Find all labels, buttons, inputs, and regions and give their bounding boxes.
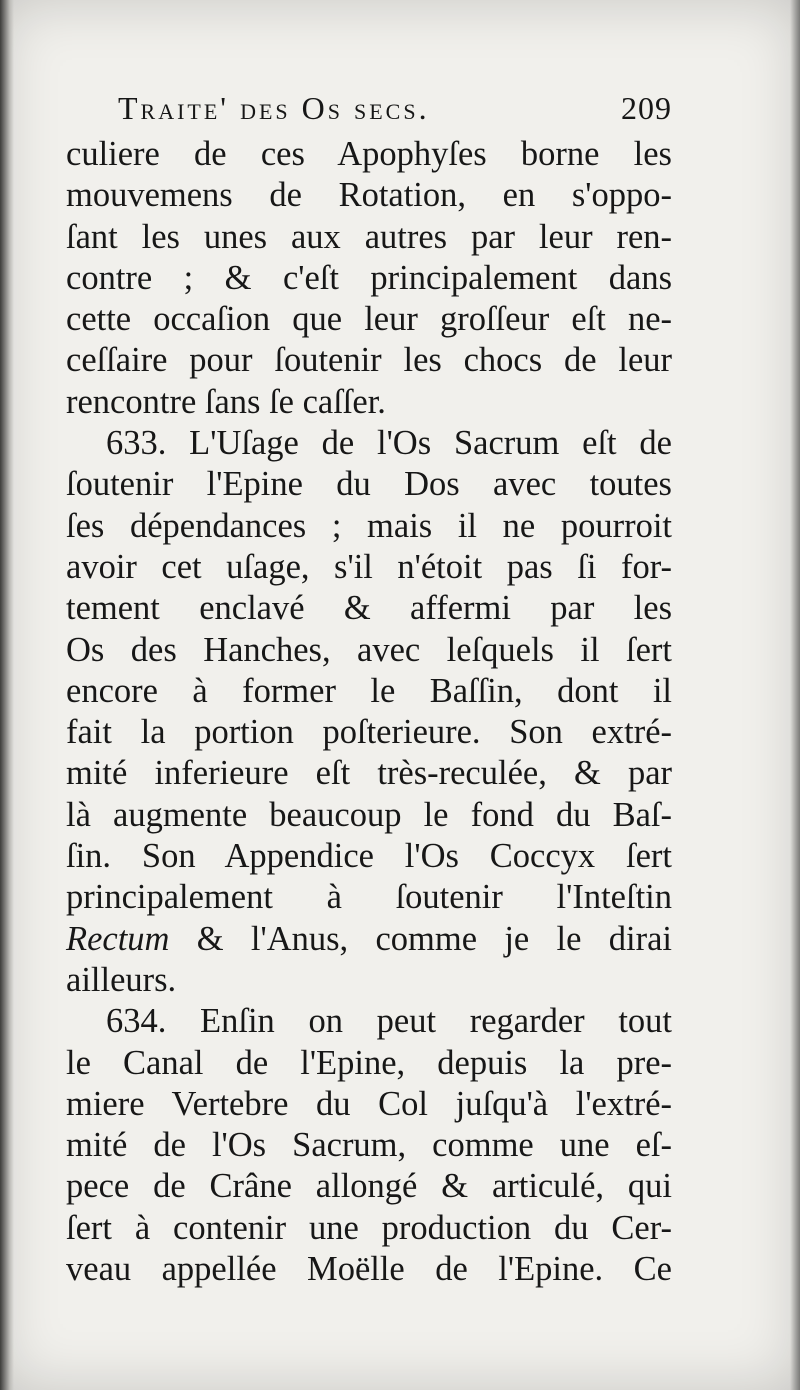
text-line: pece de Crâne allongé & articulé, qui (66, 1167, 672, 1206)
page-left-edge (0, 0, 14, 1390)
text-line: rencontre ſans ſe caſſer. (66, 382, 386, 421)
text-line: miere Vertebre du Col juſqu'à l'extré- (66, 1084, 672, 1123)
text-line: là augmente beaucoup le fond du Baſ- (66, 795, 672, 834)
text-line: ſert à contenir une production du Cer- (66, 1208, 672, 1247)
text-line: avoir cet uſage, s'il n'étoit pas ſi for- (66, 547, 672, 586)
text-line: ſant les unes aux autres par leur ren- (66, 217, 672, 256)
paragraph-633-start: 633. L'Uſage de l'Os Sacrum eſt de (106, 424, 672, 463)
text-line: cette occaſion que leur groſſeur eſt ne- (66, 300, 672, 339)
text-line: fait la portion poſterieure. Son extré- (66, 713, 672, 752)
page-number: 209 (621, 90, 672, 126)
text-line-rectum (66, 919, 672, 960)
text-line: contre ; & c'eſt principalement dans (66, 258, 672, 297)
page-right-edge (790, 0, 800, 1390)
text-line: Os des Hanches, avec leſquels il ſert (66, 630, 672, 669)
page-text-block (66, 82, 672, 1290)
text-line: principalement à ſoutenir l'Inteſtin (66, 878, 672, 917)
text-line-rest: & l'Anus, comme je le dirai (196, 919, 672, 958)
text-line: veau appellée Moëlle de l'Epine. Ce (66, 1250, 672, 1289)
text-line: mité de l'Os Sacrum, comme une eſ- (66, 1126, 672, 1165)
running-title: Traite' des Os secs. (118, 90, 430, 126)
text-line: culiere de ces Apophyſes borne les (66, 135, 672, 173)
text-line: tement enclavé & affermi par les (66, 589, 672, 628)
paragraph-634-start: 634. Enſin on peut regarder tout (106, 1002, 672, 1041)
text-line: ceſſaire pour ſoutenir les chocs de leur (66, 341, 672, 380)
italic-rectum: Rectum (66, 919, 170, 958)
text-line: ſin. Son Appendice l'Os Coccyx ſert (66, 837, 672, 876)
text-line: ſes dépendances ; mais il ne pourroit (66, 506, 672, 545)
text-line: mité inferieure eſt très-reculée, & par (66, 754, 672, 793)
text-line: le Canal de l'Epine, depuis la pre- (66, 1043, 672, 1082)
text-line: ailleurs. (66, 960, 177, 999)
text-line: mouvemens de Rotation, en s'oppo- (66, 176, 672, 215)
text-line: ſoutenir l'Epine du Dos avec toutes (66, 465, 672, 504)
running-header (66, 82, 672, 134)
text-line: encore à former le Baſſin, dont il (66, 671, 672, 710)
